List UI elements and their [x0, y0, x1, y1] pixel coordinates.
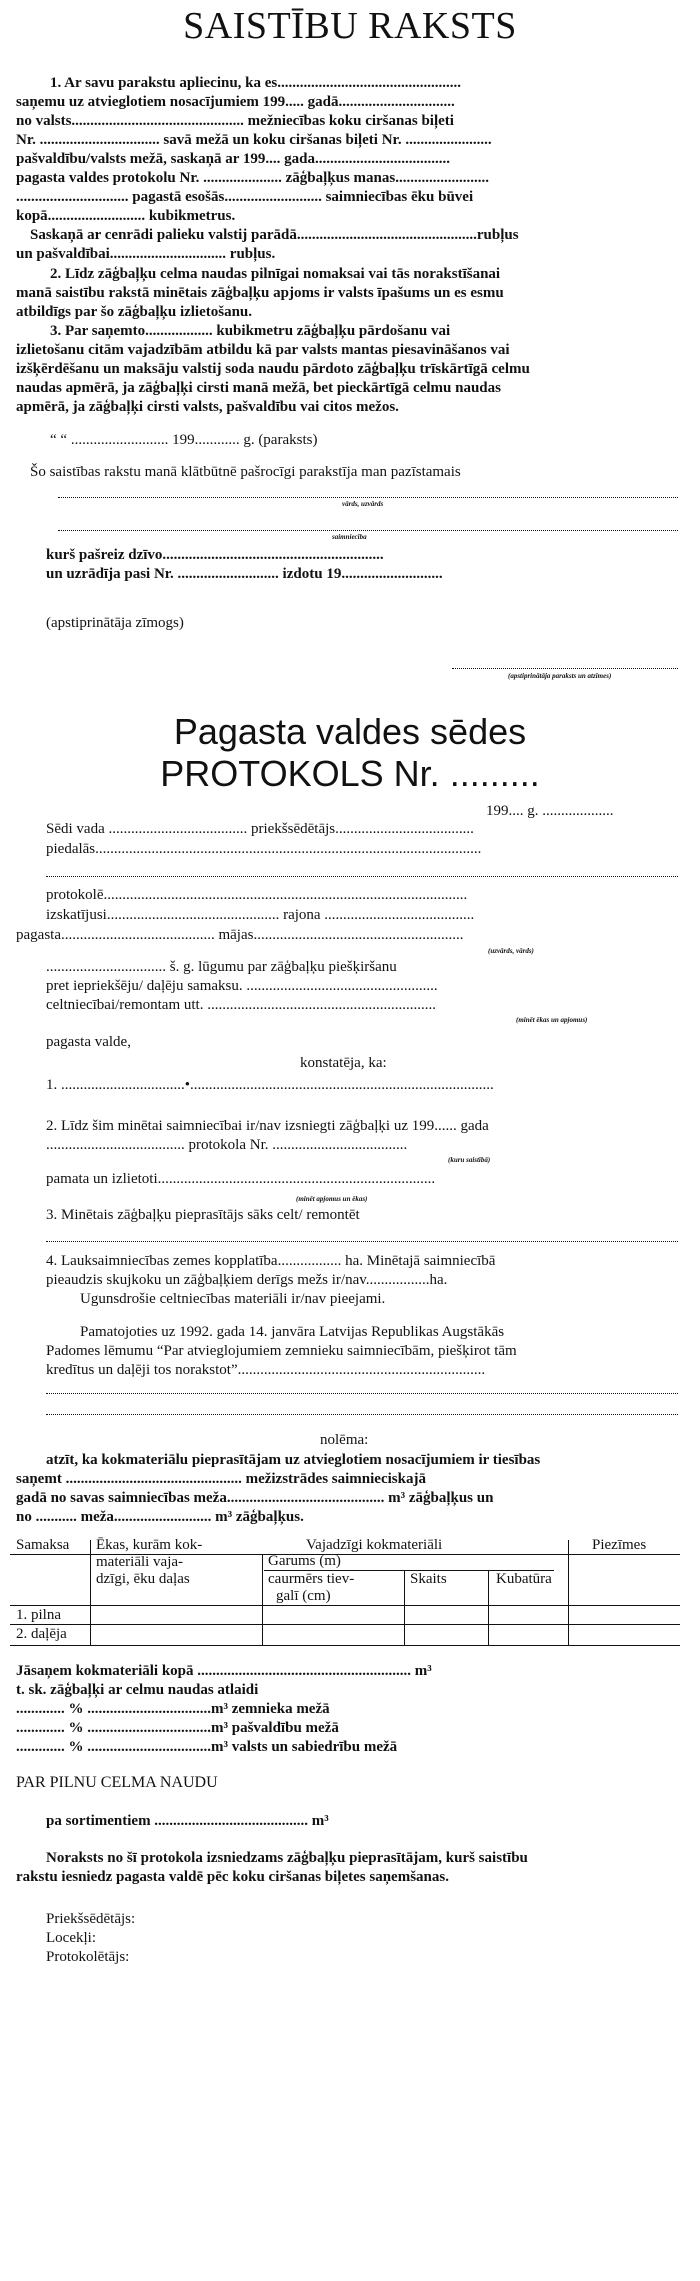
obligation-line: saņemu uz atvieglotiem nosacījumiem 199..... gadā...............................: [16, 94, 455, 110]
percent-line: ............. % .................................m³ valsts un sabiedrību mežā: [16, 1739, 398, 1755]
caption-building: (minēt ēkas un apjomus): [516, 1016, 588, 1024]
board-line: pagasta valde,: [46, 1034, 131, 1050]
obligation-line: atbildīgs par šo zāģbaļķu izlietošanu.: [16, 304, 253, 320]
protocol-title: Pagasta valdes sēdes: [173, 711, 527, 752]
caption-when: (kuru saistībā): [448, 1156, 491, 1164]
decision-line: no ........... meža.......................... m³ zāģbaļķus.: [16, 1509, 304, 1525]
obligation-line: izšķērdēšanu un maksāju valstij soda naudu pārdoto zāģbaļķu trīskārtīgā celmu: [16, 361, 530, 377]
found-item-1: 1. .................................•.................................................................................: [46, 1077, 494, 1093]
witness-name-blank: [58, 497, 678, 498]
table-vline: [488, 1570, 489, 1645]
basis-line: Pamatojoties uz 1992. gada 14. janvāra Latvijas Republikas Augstākās: [80, 1324, 505, 1340]
obligation-line: Saskaņā ar cenrādi palieku valstij parādā................................................rubļus: [30, 227, 519, 243]
table-row-full: 1. pilna: [16, 1607, 61, 1623]
col-notes: Piezīmes: [592, 1537, 647, 1553]
item3-blank: [46, 1241, 678, 1242]
caption-surname: (uzvārds, vārds): [488, 947, 534, 955]
table-vline: [90, 1540, 91, 1645]
col-building-3: dzīgi, ēku daļas: [96, 1571, 190, 1587]
percent-line: ............. % .................................m³ zemnieka mežā: [16, 1701, 330, 1717]
table-rule-head: [10, 1605, 680, 1606]
copy-note: Noraksts no šī protokola izsniedzams zāģbaļķu pieprasītājam, kurš saistību: [46, 1850, 528, 1866]
found-line: konstatēja, ka:: [300, 1055, 387, 1071]
protocol-number: PROTOKOLS Nr. .........: [160, 753, 540, 794]
caption-signature: (apstiprinātāja paraksts un atzīmes): [508, 672, 612, 680]
secretary-line: protokolē.................................................................................................: [46, 887, 468, 903]
obligation-line: izlietošanu citām vajadzībām atbildu kā par valsts mantas piesavināšanos vai: [16, 342, 510, 358]
chair-line: Sēdi vada ..................................... priekšsēdētājs.....................................: [46, 821, 474, 837]
total-line: Jāsaņem kokmateriāli kopā ......................................................... m³: [16, 1663, 432, 1679]
lives-line: kurš pašreiz dzīvo...........................................................: [46, 547, 384, 563]
obligation-line: no valsts.............................................. mežniecības koku ciršanas biļeti: [16, 113, 454, 129]
col-needed: Vajadzīgi kokmateriāli: [306, 1537, 443, 1553]
obligation-line: un pašvaldībai............................... rubļus.: [16, 246, 276, 262]
decision-line: atzīt, ka kokmateriālu pieprasītājam uz atvieglotiem nosacījumiem ir tiesības: [46, 1452, 541, 1468]
full-stump-heading: PAR PILNU CELMA NAUDU: [16, 1774, 218, 1791]
col-diameter-2: galī (cm): [276, 1588, 331, 1604]
attend-line: piedalās.......................................................................................................: [46, 841, 482, 857]
found-item-2a: 2. Līdz šim minētai saimniecībai ir/nav izsniegti zāģbaļķi uz 199...... gada: [46, 1118, 489, 1134]
decided-heading: nolēma:: [320, 1432, 369, 1448]
basis-line: Padomes lēmumu “Par atvieglojumiem zemnieku saimniecībām, piešķirot tām: [46, 1343, 517, 1359]
request-line: ................................ š. g. lūgumu par zāģbaļķu piešķiršanu: [46, 959, 397, 975]
found-item-3: 3. Minētais zāģbaļķu pieprasītājs sāks celt/ remontēt: [46, 1207, 360, 1223]
obligation-line: 2. Līdz zāģbaļķu celma naudas pilnīgai nomaksai vai tās norakstīšanai: [50, 266, 501, 282]
attend-blank: [46, 876, 678, 877]
caption-volume: (minēt apjomus un ēkas): [296, 1195, 368, 1203]
basis-line: kredītus un daļēji tos norakstot”..................................................................: [46, 1362, 486, 1378]
assortment-line: pa sortimentiem ......................................... m³: [46, 1813, 329, 1829]
col-building: Ēkas, kurām kok-: [96, 1537, 203, 1553]
found-item-4a: 4. Lauksaimniecības zemes kopplatība................. ha. Minētajā saimniecībā: [46, 1253, 496, 1269]
table-rule-bottom: [10, 1645, 680, 1646]
col-volume: Kubatūra: [496, 1571, 552, 1587]
table-vline: [568, 1540, 569, 1645]
sign-chair: Priekšsēdētājs:: [46, 1911, 136, 1927]
decision-line: saņemt ............................................... mežizstrādes saimnieciskajā: [16, 1471, 426, 1487]
obligation-line: kopā.......................... kubikmetrus.: [16, 208, 236, 224]
prepay-line: pret iepriekšēju/ daļēju samaksu. ...................................................: [46, 978, 438, 994]
col-building-2: materiāli vaja-: [96, 1554, 184, 1570]
including-line: t. sk. zāģbaļķi ar celmu naudas atlaidi: [16, 1682, 259, 1698]
col-count: Skaits: [410, 1571, 447, 1587]
document-title: SAISTĪBU RAKSTS: [183, 5, 517, 47]
obligation-line: 1. Ar savu parakstu apliecinu, ka es.................................................: [50, 75, 462, 91]
sign-secretary: Protokolētājs:: [46, 1949, 130, 1965]
parish-line: pagasta......................................... mājas........................................................: [16, 927, 464, 943]
basis-blank: [46, 1393, 678, 1394]
found-item-4b: pieaudzis skujkoku un zāģbaļķiem derīgs mežs ir/nav.................ha.: [46, 1272, 448, 1288]
found-item-4c: Ugunsdrošie celtniecības materiāli ir/nav pieejami.: [80, 1291, 386, 1307]
col-payment: Samaksa: [16, 1537, 70, 1553]
reviewed-line: izskatījusi.............................................. rajona ........................................: [46, 907, 475, 923]
obligation-date-line: “ “ .......................... 199............ g. (paraksts): [50, 432, 318, 448]
protocol-date: 199.... g. ...................: [486, 803, 614, 819]
obligation-line: pagasta valdes protokolu Nr. ..................... zāģbaļķus manas.........................: [16, 170, 489, 186]
obligation-line: .............................. pagastā esošās.......................... saimniecības ēku būvei: [16, 189, 474, 205]
found-item-2b: ..................................... protokola Nr. ....................................: [46, 1137, 408, 1153]
passport-line: un uzrādīja pasi Nr. ........................... izdotu 19...........................: [46, 566, 443, 582]
obligation-line: pašvaldību/valsts mežā, saskaņā ar 199.... gada....................................: [16, 151, 450, 167]
obligation-line: naudas apmērā, ja zāģbaļķi cirsti manā mežā, bet pieckārtīgā celmu naudas: [16, 380, 501, 396]
caption-name: vārds, uzvārds: [342, 500, 384, 508]
table-vline: [404, 1570, 405, 1645]
building-line: celtniecībai/remontam utt. .............................................................: [46, 997, 436, 1013]
basis-blank: [46, 1414, 678, 1415]
table-row-partial: 2. daļēja: [16, 1626, 67, 1642]
percent-line: ............. % .................................m³ pašvaldību mežā: [16, 1720, 339, 1736]
sign-members: Locekļi:: [46, 1930, 96, 1946]
obligation-line: 3. Par saņemto.................. kubikmetru zāģbaļķu pārdošanu vai: [50, 323, 451, 339]
col-length: Garums (m): [268, 1553, 341, 1569]
copy-note: rakstu iesniedz pagasta valdē pēc koku ciršanas biļetes saņemšanas.: [16, 1869, 449, 1885]
witness-farm-blank: [58, 530, 678, 531]
obligation-line: manā saistību rakstā minētais zāģbaļķu apjoms ir valsts īpašums un es esmu: [16, 285, 504, 301]
decision-line: gadā no savas saimniecības meža.......................................... m³ zāģbaļķus un: [16, 1490, 494, 1506]
stamp-label: (apstiprinātāja zīmogs): [46, 615, 184, 631]
obligation-line: Nr. ................................ savā mežā un koku ciršanas biļeti Nr. .......................: [16, 132, 492, 148]
signature-blank: [452, 668, 678, 669]
witness-line: Šo saistības rakstu manā klātbūtnē pašrocīgi parakstīja man pazīstamais: [30, 464, 461, 480]
caption-farm: saimniecība: [332, 533, 367, 541]
table-vline: [262, 1554, 263, 1645]
table-rule-row: [10, 1624, 680, 1625]
found-item-2c: pamata un izlietoti..........................................................................: [46, 1171, 436, 1187]
obligation-line: apmērā, ja zāģbaļķi cirsti valsts, pašvaldību vai citos mežos.: [16, 399, 399, 415]
col-diameter: caurmērs tiev-: [268, 1571, 355, 1587]
